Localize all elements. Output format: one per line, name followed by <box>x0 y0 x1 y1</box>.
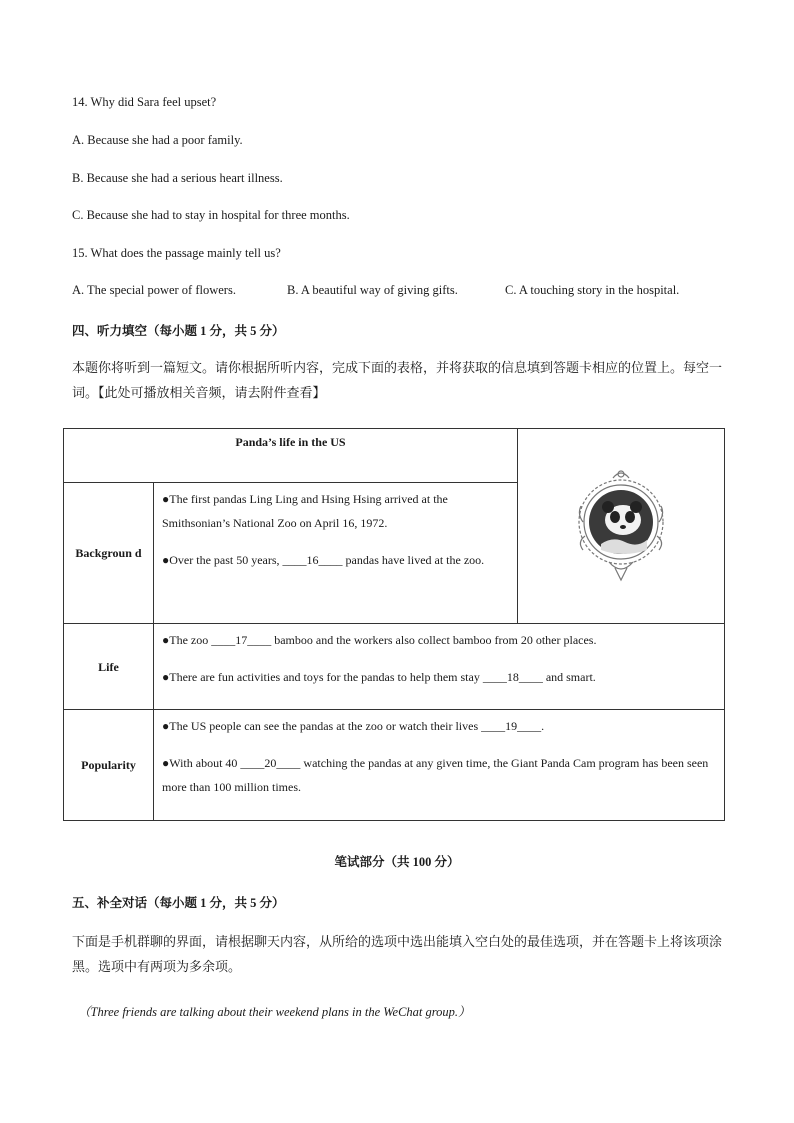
row-label-life: Life <box>64 624 154 710</box>
written-section-title: 笔试部分（共 100 分） <box>334 855 460 869</box>
row-label-background: Backgroun d <box>64 483 154 624</box>
question-14: 14. Why did Sara feel upset? <box>72 95 217 109</box>
table-title: Panda’s life in the US <box>64 429 518 483</box>
life-line-1: ●The zoo ____17____ bamboo and the workers also collect bamboo from 20 other places. <box>162 633 597 647</box>
q14-option-b: B. Because she had a serious heart illness. <box>72 171 283 185</box>
q15-option-b: B. A beautiful way of giving gifts. <box>287 283 458 297</box>
row-content-life <box>154 624 725 710</box>
background-line-2: ●Over the past 50 years, ____16____ pandas have lived at the zoo. <box>162 553 485 567</box>
q14-option-c: C. Because she had to stay in hospital for three months. <box>72 208 350 222</box>
q14-option-a: A. Because she had a poor family. <box>72 133 243 147</box>
section-5-instruction: 下面是手机群聊的界面，请根据聊天内容，从所给的选项中选出能填入空白处的最佳选项，并在答题卡上将该项涂黑。选项中有两项为多余项。 <box>72 934 723 974</box>
row-label-popularity: Popularity <box>64 710 154 821</box>
q15-options <box>72 283 679 298</box>
panda-image-cell <box>518 429 725 624</box>
popularity-line-1: ●The US people can see the pandas at the zoo or watch their lives ____19____. <box>162 719 545 733</box>
section-5-heading: 五、补全对话（每小题 1 分，共 5 分） <box>72 896 285 910</box>
popularity-line-2: ●With about 40 ____20____ watching the pandas at any given time, the Giant Panda Cam program has been seen more than 100 million times. <box>162 756 709 794</box>
q15-option-c: C. A touching story in the hospital. <box>505 283 680 297</box>
section-4-instruction: 本题你将听到一篇短文。请你根据所听内容，完成下面的表格，并将获取的信息填到答题卡相应的位置上。每空一词。【此处可播放相关音频，请去附件查看】 <box>72 360 723 400</box>
question-15: 15. What does the passage mainly tell us? <box>72 246 281 260</box>
q15-option-a: A. The special power of flowers. <box>72 283 236 297</box>
panda-emblem-image <box>573 464 669 584</box>
section-5-note: （Three friends are talking about their weekend plans in the WeChat group.） <box>78 1005 471 1019</box>
panda-info-table <box>63 428 725 821</box>
row-content-background <box>154 483 518 624</box>
background-line-1: ●The first pandas Ling Ling and Hsing Hsing arrived at the Smithsonian’s National Zoo on April 16, 1972. <box>162 492 448 530</box>
row-content-popularity <box>154 710 725 821</box>
section-4-heading: 四、听力填空（每小题 1 分，共 5 分） <box>72 324 285 338</box>
life-line-2: ●There are fun activities and toys for the pandas to help them stay ____18____ and smart. <box>162 670 596 684</box>
